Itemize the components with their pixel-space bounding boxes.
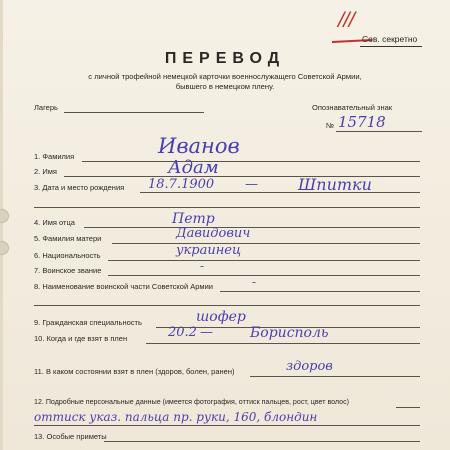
field-7-line: [108, 275, 420, 276]
secrecy-label: Сов. секретно: [362, 34, 418, 44]
field-12-value: оттиск указ. пальца пр. руки, 160, блондин: [34, 410, 318, 424]
field-9-label: 9. Гражданская специальность: [34, 318, 142, 327]
field-3-line: [140, 192, 420, 193]
field-12-line: [396, 407, 420, 408]
field-2-value: Адам: [168, 157, 219, 178]
field-5-label: 5. Фамилия матери: [34, 234, 102, 243]
field-5-line: [112, 243, 420, 244]
field-3-dash: —: [245, 177, 258, 192]
field-8-extra-line: [34, 305, 420, 306]
field-4-line: [84, 227, 420, 228]
field-6-value: украинец: [176, 243, 242, 258]
secrecy-underline: [360, 46, 422, 47]
camp-label: Лагерь: [34, 103, 58, 112]
punch-hole-bottom: [0, 241, 9, 255]
field-4-label: 4. Имя отца: [34, 218, 75, 227]
field-10-dash: —: [200, 325, 213, 340]
field-1-line: [82, 161, 420, 162]
punch-hole-top: [0, 209, 9, 223]
field-10-label: 10. Когда и где взят в плен: [34, 334, 128, 343]
tag-label: Опознавательный знак: [312, 103, 393, 112]
subtitle-line-1: с личной трофейной немецкой карточки военнослужащего Советской Армии,: [88, 72, 362, 81]
field-6-label: 6. Национальность: [34, 251, 101, 260]
subtitle-line-2: бывшего в немецком плену.: [175, 82, 275, 91]
field-10-date: 20.2: [168, 325, 197, 340]
field-6-line: [108, 260, 420, 261]
field-12-extra-line: [34, 425, 420, 426]
field-9-value: шофер: [196, 309, 246, 325]
tag-number-value: 15718: [338, 113, 386, 131]
tag-number-sign: №: [326, 121, 335, 130]
document-title: ПЕРЕВОД: [164, 50, 286, 67]
camp-line: [64, 112, 204, 113]
field-8-label: 8. Наименование воинской части Советской Армии: [34, 282, 213, 291]
field-1-label: 1. Фамилия: [34, 152, 75, 161]
field-3-label: 3. Дата и место рождения: [34, 183, 125, 192]
field-7-value: -: [200, 259, 205, 273]
field-13-label: 13. Особые приметы: [34, 432, 107, 441]
field-3-extra-line: [34, 207, 420, 208]
field-11-label: 11. В каком состоянии взят в плен (здоров, болен, ранен): [34, 367, 235, 376]
field-7-label: 7. Воинское звание: [34, 266, 102, 275]
field-1-value: Иванов: [158, 134, 240, 158]
field-13-line: [104, 441, 420, 442]
field-10-line: [146, 343, 420, 344]
document-subtitle: [40, 72, 410, 92]
field-5-value: Давидович: [176, 226, 251, 241]
field-10-place: Борисполь: [250, 325, 329, 341]
field-8-line: [220, 291, 420, 292]
field-8-value: -: [252, 275, 257, 289]
field-11-value: здоров: [286, 359, 333, 374]
field-2-label: 2. Имя: [34, 167, 57, 176]
field-4-value: Петр: [172, 211, 215, 227]
field-3-date: 18.7.1900: [148, 177, 215, 192]
field-12-label: 12. Подробные персональные данные (имеется фотография, оттиск пальцев, рост, цвет волос): [34, 398, 350, 406]
tag-number-line: [336, 131, 422, 132]
field-11-line: [250, 376, 420, 377]
field-3-place: Шпитки: [298, 175, 372, 194]
red-marks: ///: [338, 8, 355, 30]
